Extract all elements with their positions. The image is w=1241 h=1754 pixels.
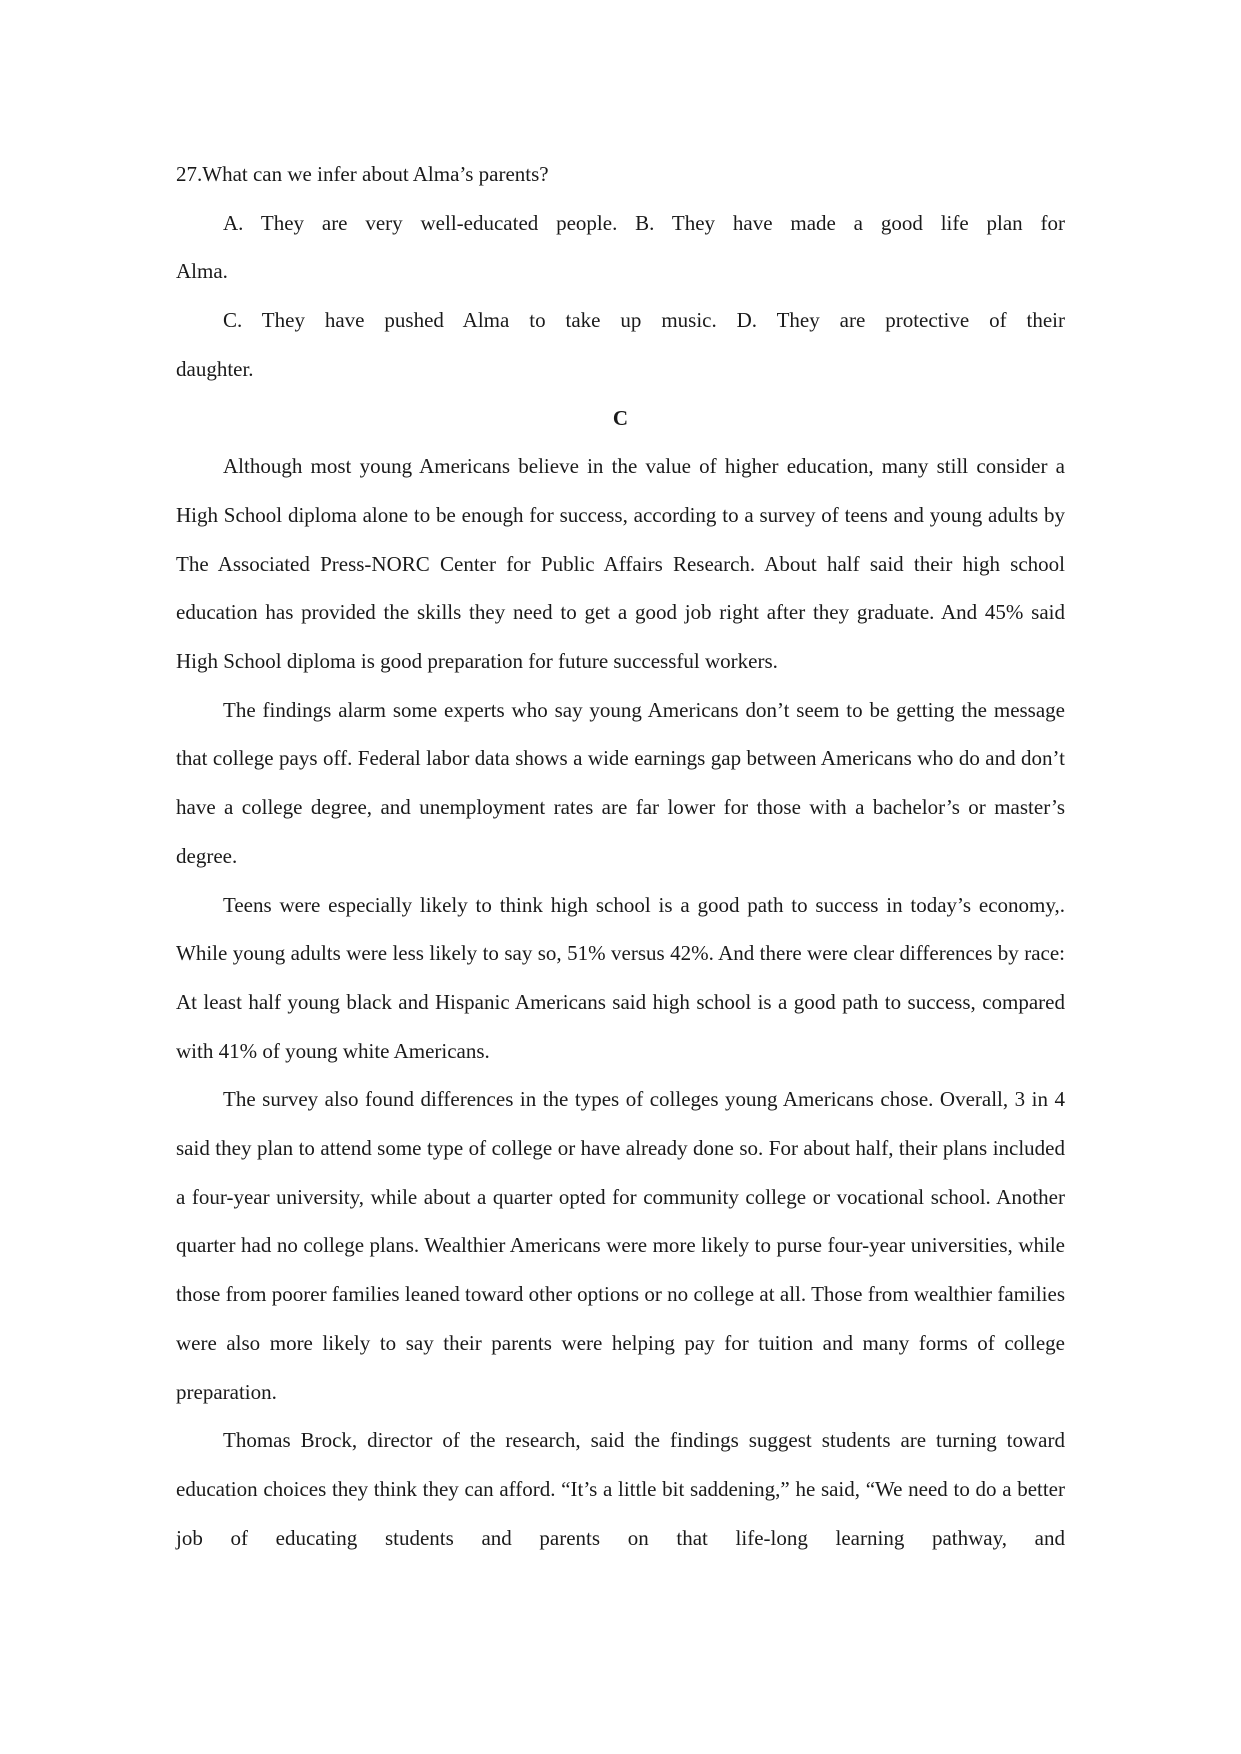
question-stem: 27.What can we infer about Alma’s parents? — [176, 162, 549, 186]
passage-paragraph: Thomas Brock, director of the research, said the findings suggest students are turning toward education choices they think they can afford. “It’s a little bit saddening,” he said, “We need to do a better job of educating students and parents on that life-long learning pathway, and — [176, 1428, 1065, 1550]
section-heading: C — [612, 405, 629, 430]
passage-paragraph: The survey also found differences in the types of colleges young Americans chose. Overall, 3 in 4 said they plan to attend some type of college or have already done so. For about half, their plans included a four-year university, while about a quarter opted for community college or vocational school. Another quarter had no college plans. Wealthier Americans were more likely to purse four-year universities, while those from poorer families leaned toward other options or no college at all. Those from wealthier families were also more likely to say their parents were helping pay for tuition and many forms of college preparation. — [176, 1087, 1065, 1404]
passage-paragraph: Although most young Americans believe in the value of higher education, many still consider a High School diploma alone to be enough for success, according to a survey of teens and young adults by The Associated Press-NORC Center for Public Affairs Research. About half said their high school education has provided the skills they need to get a good job right after they graduate. And 45% said High School diploma is good preparation for future successful workers. — [176, 454, 1065, 674]
options-row-ab: A. They are very well-educated people. B. They have made a good life plan for — [223, 210, 1065, 235]
passage-paragraph: The findings alarm some experts who say young Americans don’t seem to be getting the message that college pays off. Federal labor data shows a wide earnings gap between Americans who do and don’t have a college degree, and unemployment rates are far lower for those with a bachelor’s or master’s degree. — [176, 697, 1065, 868]
option-b-continuation: Alma. — [176, 259, 228, 284]
passage-paragraph: Teens were especially likely to think high school is a good path to success in today’s economy,. While young adults were less likely to say so, 51% versus 42%. And there were clear differences by race: At least half young black and Hispanic Americans said high school is a good path to success, compared with 41% of young white Americans. — [176, 892, 1065, 1063]
exam-page — [176, 150, 1065, 1562]
option-d-continuation: daughter. — [176, 356, 254, 381]
options-row-cd: C. They have pushed Alma to take up music. D. They are protective of their — [223, 308, 1065, 333]
